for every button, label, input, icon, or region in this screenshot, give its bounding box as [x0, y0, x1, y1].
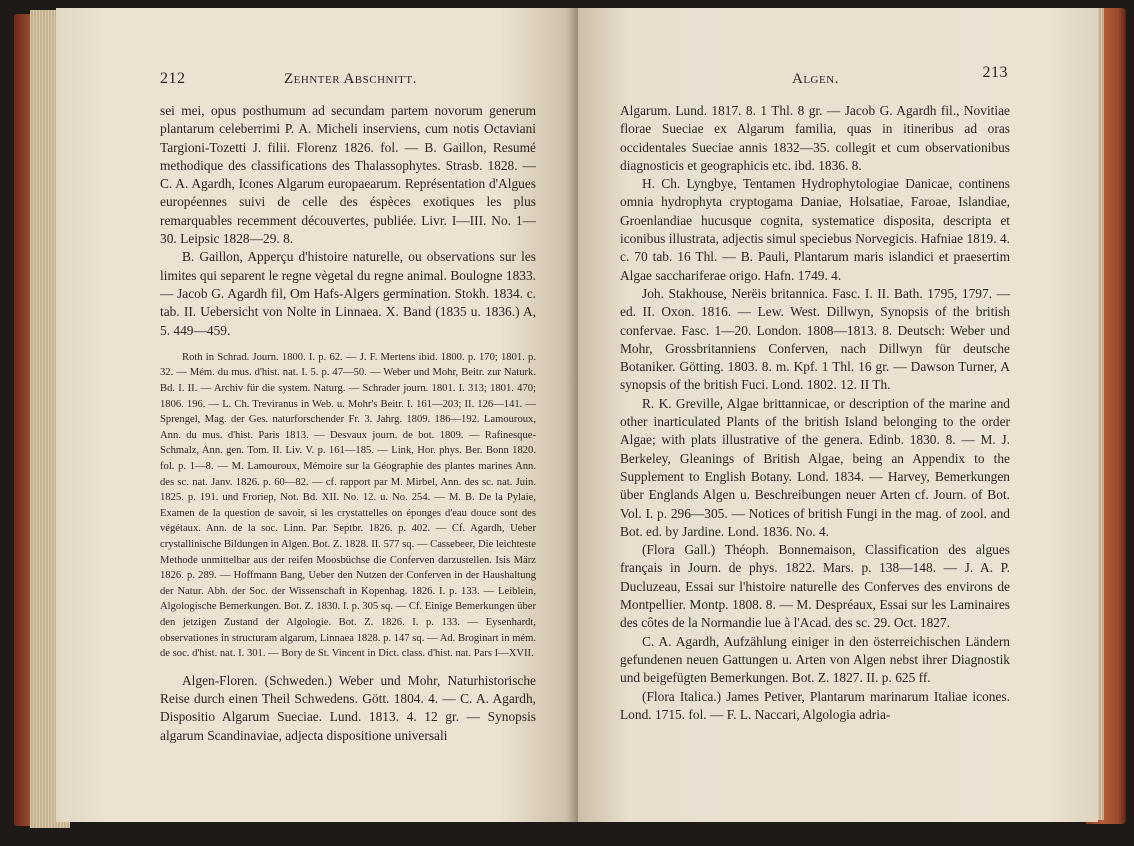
- right-paragraph-6: C. A. Agardh, Aufzählung einiger in den österreichischen Ländern gefundenen neuen Gattungen u. Arten von Algen nebst ihrer Diagnostik und beigefügten Bemerkungen. Bot. Z. 1827. II. p. 625 ff.: [620, 633, 1010, 686]
- right-body: [620, 102, 1010, 724]
- right-page-number: 213: [982, 64, 1008, 81]
- left-paragraph-2: B. Gaillon, Apperçu d'histoire naturelle, ou observations sur les limites qui separent le regne vègetal du regne animal. Boulogne 1833. — Jacob G. Agardh fil, Om Hafs-Algers germination. Stokh. 1834. c. tab. II. Uebersicht von Nolte in Linnaea. X. Band (1835 u. 1836.) A, 5. 449—459.: [160, 249, 536, 338]
- left-small-print: [160, 350, 536, 662]
- right-page: [578, 8, 1098, 822]
- left-running-head-title: Zehnter Abschnitt.: [284, 71, 417, 87]
- left-running-head: [160, 70, 530, 88]
- left-page: [56, 8, 578, 822]
- right-paragraph-5: (Flora Gall.) Théoph. Bonnemaison, Classification des algues français in Journ. de phys. 1822. Mars. p. 138—148. — J. A. P. Ducluzeau, Essai sur l'histoire naturelle des Conferves des environs de Montpellier. Montp. 1808. 8. — M. Despréaux, Essai sur les Laminaires des côtes de la Normandie lue à l'Acad. des sc. 29. Oct. 1827.: [620, 542, 1010, 631]
- left-paragraph-1: sei mei, opus posthumum ad secundam partem novorum generum plantarum celeberrimi P. A. Micheli inserviens, cum notis Octaviani Targioni-Tozetti J. filii. Florenz 1826. fol. — B. Gaillon, Resumé methodique des classifications des Thalassophytes. Strasb. 1828. — C. A. Agardh, Icones Algarum europaearum. Représentation d'Algues européennes suivi de celle des éspèces exotiques les plus remarquables recemment découvertes, publiée. Livr. I—III. No. 1—30. Leipsic 1828—29. 8.: [160, 103, 536, 247]
- right-paragraph-2: H. Ch. Lyngbye, Tentamen Hydrophytologiae Danicae, continens omnia hydrophyta cryptogama Daniae, Holsatiae, Faroae, Islandiae, Groenlandiae hucusque cognita, systematice disposita, descripta et iconibus illustrata, adjectis simul speciebus Norvegicis. Hafniae 1819. 4. c. 70 tab. 16 Thl. — B. Pauli, Plantarum maris islandici et praesertim Algae sacchariferae origo. Hafn. 1749. 4.: [620, 176, 1010, 283]
- right-paragraph-7: (Flora Italica.) James Petiver, Plantarum marinarum Italiae icones. Lond. 1715. fol. — F. L. Naccari, Algologia adria-: [620, 688, 1010, 722]
- left-paragraph-final: Algen-Floren. (Schweden.) Weber und Mohr, Naturhistorische Reise durch einen Theil Schwedens. Gött. 1804. 4. — C. A. Agardh, Dispositio Algarum Sueciae. Lund. 1813. 4. 12 gr. — Synopsis algarum Scandinaviae, adjecta dispositione universali: [160, 672, 536, 743]
- right-paragraph-1: Algarum. Lund. 1817. 8. 1 Thl. 8 gr. — Jacob G. Agardh fil., Novitiae florae Sueciae ex Algarum familia, quas in itineribus ad oras occidentales Sueciae annis 1832—35. collegit et cum observationibus diagnosticis et geographicis etc. ibd. 1836. 8.: [620, 103, 1010, 173]
- right-paragraph-4: R. K. Greville, Algae brittannicae, or description of the marine and other inarticulated Plants of the british Island belonging to the order Algae; with plats illustrative of the genera. Edinb. 1830. 8. — M. J. Berkeley, Gleanings of British Algae, being an Appendix to the Supplement to English Botany. Lond. 1834. — Harvey, Bemerkungen über Englands Algen u. Beschreibungen neuer Arten cf. Journ. of Bot. Vol. I. p. 296—305. — Notices of british Fungi in the mag. of zool. and Bot. ed. by Jardine. Lond. 1836. No. 4.: [620, 395, 1010, 539]
- left-small-print-text: Roth in Schrad. Journ. 1800. I. p. 62. — J. F. Mertens ibid. 1800. p. 170; 1801. p. 32. — Mém. du mus. d'hist. nat. I. 5. p. 47—50. — Weber und Mohr, Beitr. zur Naturk. Bd. I. II. — Archiv für die system. Naturg. — Schrader journ. 1801. I. 313; 1801. 470; 1806. 196. — L. Ch. Treviranus in Web. u. Mohr's Beitr. I. 161—203; II. 126—141. — Sprengel, Mag. der Ges. naturforschender Fr. 3. Jahrg. 1809. 186—192. Lamouroux, Ann. du mus. d'hist. Paris 1813. — Desvaux journ. de bot. 1809. — Rafinesque-Schmalz, Ann. gen. Tom. II. Liv. V. p. 161—185. — Link, Hor. phys. Ber. Bonn 1820. fol. p. 1—8. — M. Lamouroux, Mémoire sur la Géographie des plantes marines Ann. des sc. nat. Janv. 1826. p. 60—82. — cf. rapport par M. Mirbel, Ann. des sc. nat. Juin. 1825. p. 191. und Froriep, Not. Bd. XII. No. 12. u. No. 254. — M. B. De la Pylaie, Examen de la question de savoir, si les crystattelles on éponges d'eau douce sont des végétaux. Ann. de la soc. Linn. Par. Septbr. 1826. p. 402. — Cf. Agardh, Ueber crystallinische Bildungen in Algen. Bot. Z. 1828. II. 577 sq. — Cassebeer, Die leichteste Methode unmittelbar aus der reifen Moosbüchse die Conferven darzustellen. Isis März 1826. p. 289. — Hoffmann Bang, Ueber den Nutzen der Conferven in der Haushaltung der Natur. Abh. der Soc. der Wissenschaft in Kopenhag. 1826. I. p. 133. — Leiblein, Algologische Bemerkungen. Bot. Z. 1830. I. p. 305 sq. — Cf. Einige Bemerkungen über den jetzigen Zustand der Algologie. Bot. Z. 1826. I. p. 133. — Eysenhardt, observationes in structuram algarum, Linnaea 1828. p. 147 sq. — Ad. Broginart in mém. de soc. d'hist. nat. I. 301. — Bory de St. Vincent in Dict. class. d'hist. nat. Pars I—XVII.: [160, 351, 536, 660]
- left-page-number: 212: [160, 70, 186, 87]
- right-running-head-title: Algen.: [792, 71, 839, 87]
- right-paragraph-3: Joh. Stakhouse, Nerëis britannica. Fasc. I. II. Bath. 1795, 1797. — ed. II. Oxon. 1816. — Lew. West. Dillwyn, Synopsis of the british confervae. Fasc. 1—20. London. 1808—1813. 8. Deutsch: Weber und Mohr, Grossbritanniens Conferven, nach Dillwyn für deutsche Botaniker. Götting. 1803. 8. m. Kpf. 1 Thl. 16 gr. — Dawson Turner, A synopsis of the british Fuci. Lond. 1802. 12. II Th.: [620, 285, 1010, 393]
- left-body: [160, 102, 536, 745]
